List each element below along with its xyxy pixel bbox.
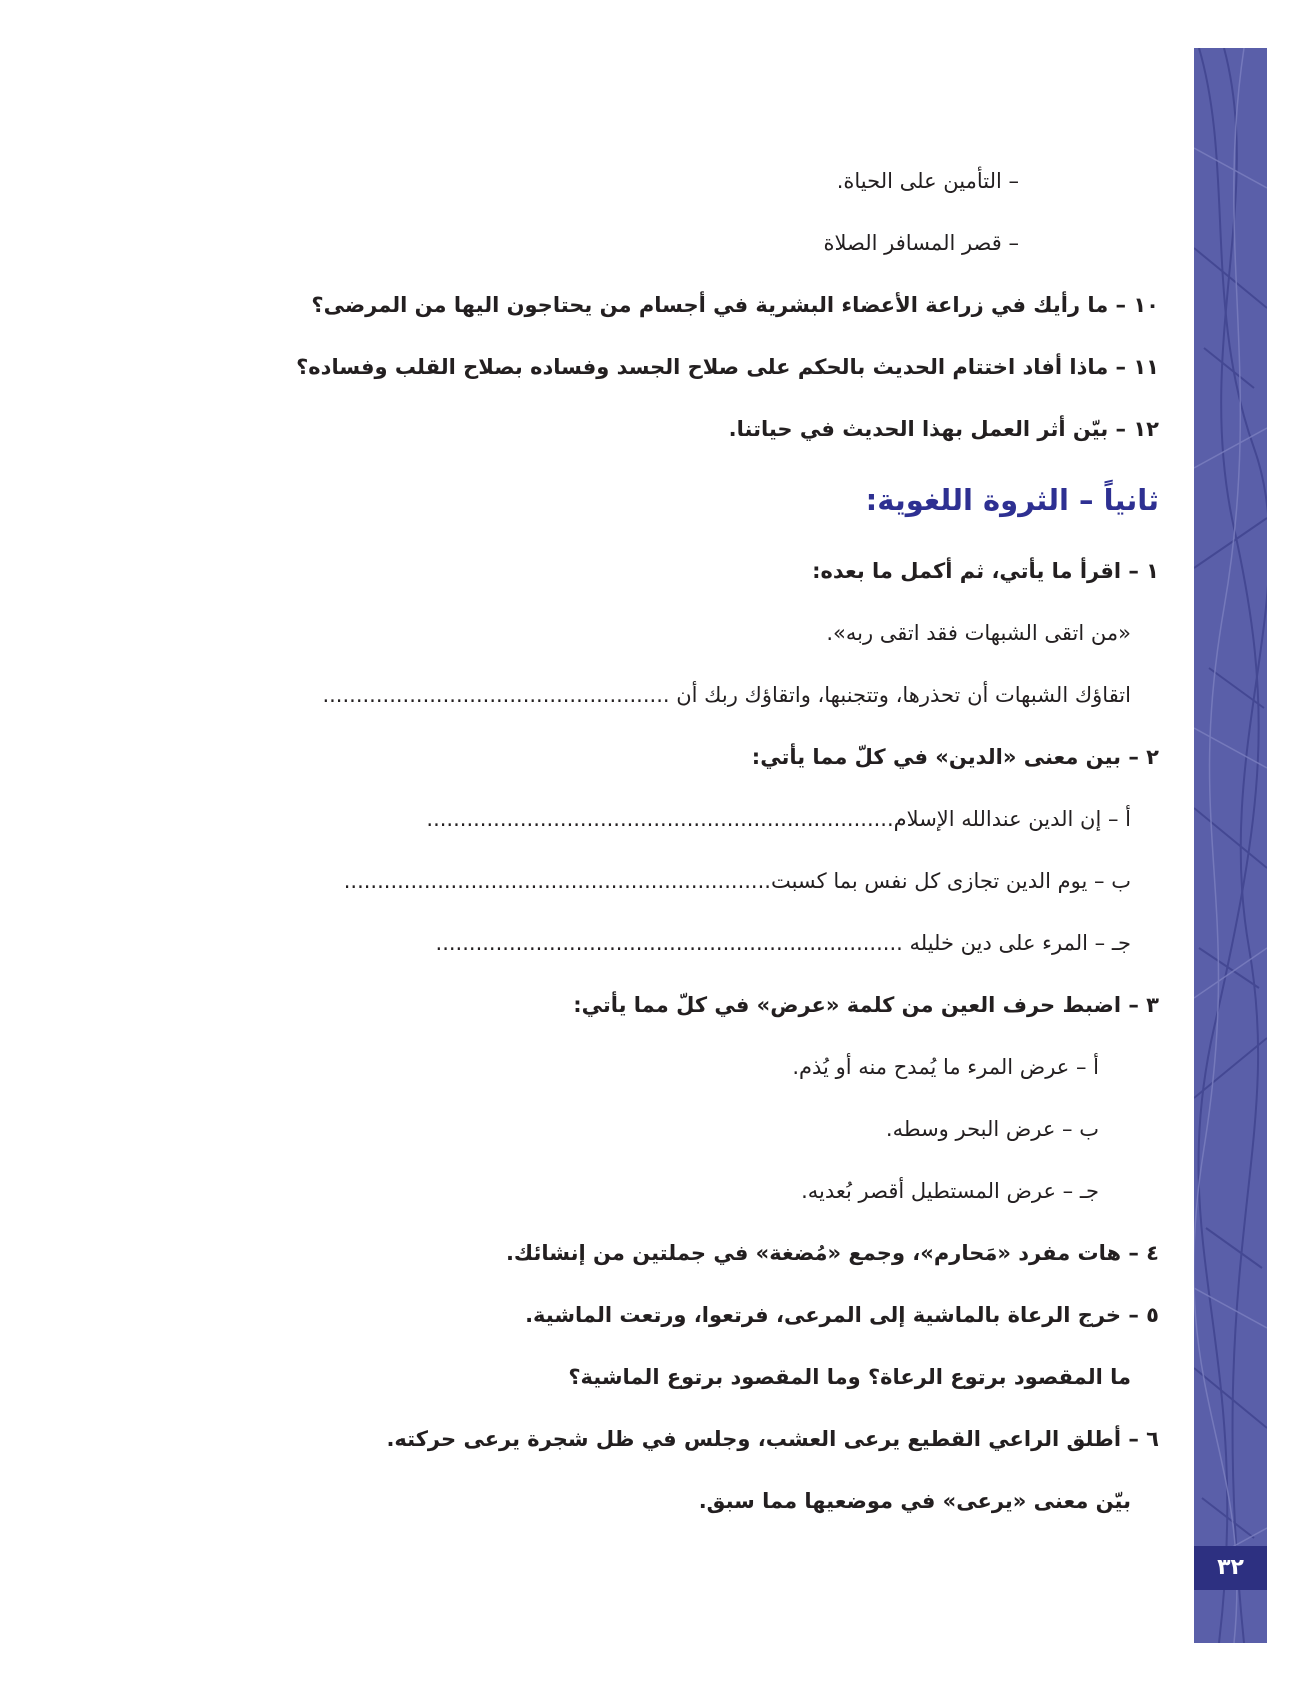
question-12: ١٢ – بيّن أثر العمل بهذا الحديث في حياتنا. [728, 417, 1159, 441]
exercise-2-b-text: ب – يوم الدين تجازى كل نفس بما كسبت [770, 869, 1131, 893]
bullet-life-insurance: – التأمين على الحياة. [836, 169, 1019, 193]
exercise-1: ١ – اقرأ ما يأتي، ثم أكمل ما بعده: [812, 559, 1159, 583]
exercise-6: ٦ – أطلق الراعي القطيع يرعى العشب، وجلس في ظل شجرة يرعى حركته. [386, 1427, 1159, 1451]
question-11: ١١ – ماذا أفاد اختتام الحديث بالحكم على صلاح الجسد وفساده بصلاح القلب وفساده؟ [296, 355, 1159, 379]
exercise-2-b [149, 850, 1159, 912]
exercise-2-a [149, 788, 1159, 850]
exercise-1-text [149, 664, 1159, 726]
band-pattern [1194, 48, 1267, 1643]
bullet-traveler-prayer: – قصر المسافر الصلاة [823, 231, 1019, 255]
exercise-2-a-text: أ – إن الدين عندالله الإسلام [893, 807, 1131, 831]
exercise-6-question: بيّن معنى «يرعى» في موضعيها مما سبق. [698, 1489, 1131, 1513]
page-number: ٣٢ [1194, 1546, 1267, 1590]
exercise-3: ٣ – اضبط حرف العين من كلمة «عرض» في كلّ مما يأتي: [573, 993, 1159, 1017]
exercise-2-c [149, 912, 1159, 974]
section-heading: ثانياً – الثروة اللغوية: [865, 483, 1159, 517]
answer-blank: .................................................... [322, 683, 670, 707]
question-10: ١٠ – ما رأيك في زراعة الأعضاء البشرية في أجسام من يحتاجون اليها من المرضى؟ [311, 293, 1159, 317]
decorative-side-band [1194, 48, 1267, 1643]
exercise-4: ٤ – هات مفرد «مَحارم»، وجمع «مُضغة» في جملتين من إنشائك. [505, 1241, 1159, 1265]
exercise-1-prompt: اتقاؤك الشبهات أن تحذرها، وتتجنبها، واتقاؤك ربك أن [676, 683, 1131, 707]
exercise-3-a: أ – عرض المرء ما يُمدح منه أو يُذم. [792, 1055, 1099, 1079]
exercise-5: ٥ – خرج الرعاة بالماشية إلى المرعى، فرتعوا، ورتعت الماشية. [525, 1303, 1159, 1327]
answer-blank: ...................................................................... [435, 931, 903, 955]
exercise-2-c-text: جـ – المرء على دين خليله [909, 931, 1131, 955]
exercise-5-question: ما المقصود برتوع الرعاة؟ وما المقصود برتوع الماشية؟ [568, 1365, 1131, 1389]
answer-blank: ...................................................................... [426, 807, 894, 831]
exercise-3-c: جـ – عرض المستطيل أقصر بُعديه. [801, 1179, 1099, 1203]
answer-blank: ................................................................ [343, 869, 771, 893]
page-content [149, 150, 1159, 1532]
exercise-1-quote: «من اتقى الشبهات فقد اتقى ربه». [826, 621, 1131, 645]
exercise-3-b: ب – عرض البحر وسطه. [885, 1117, 1099, 1141]
exercise-2: ٢ – بين معنى «الدين» في كلّ مما يأتي: [751, 745, 1159, 769]
